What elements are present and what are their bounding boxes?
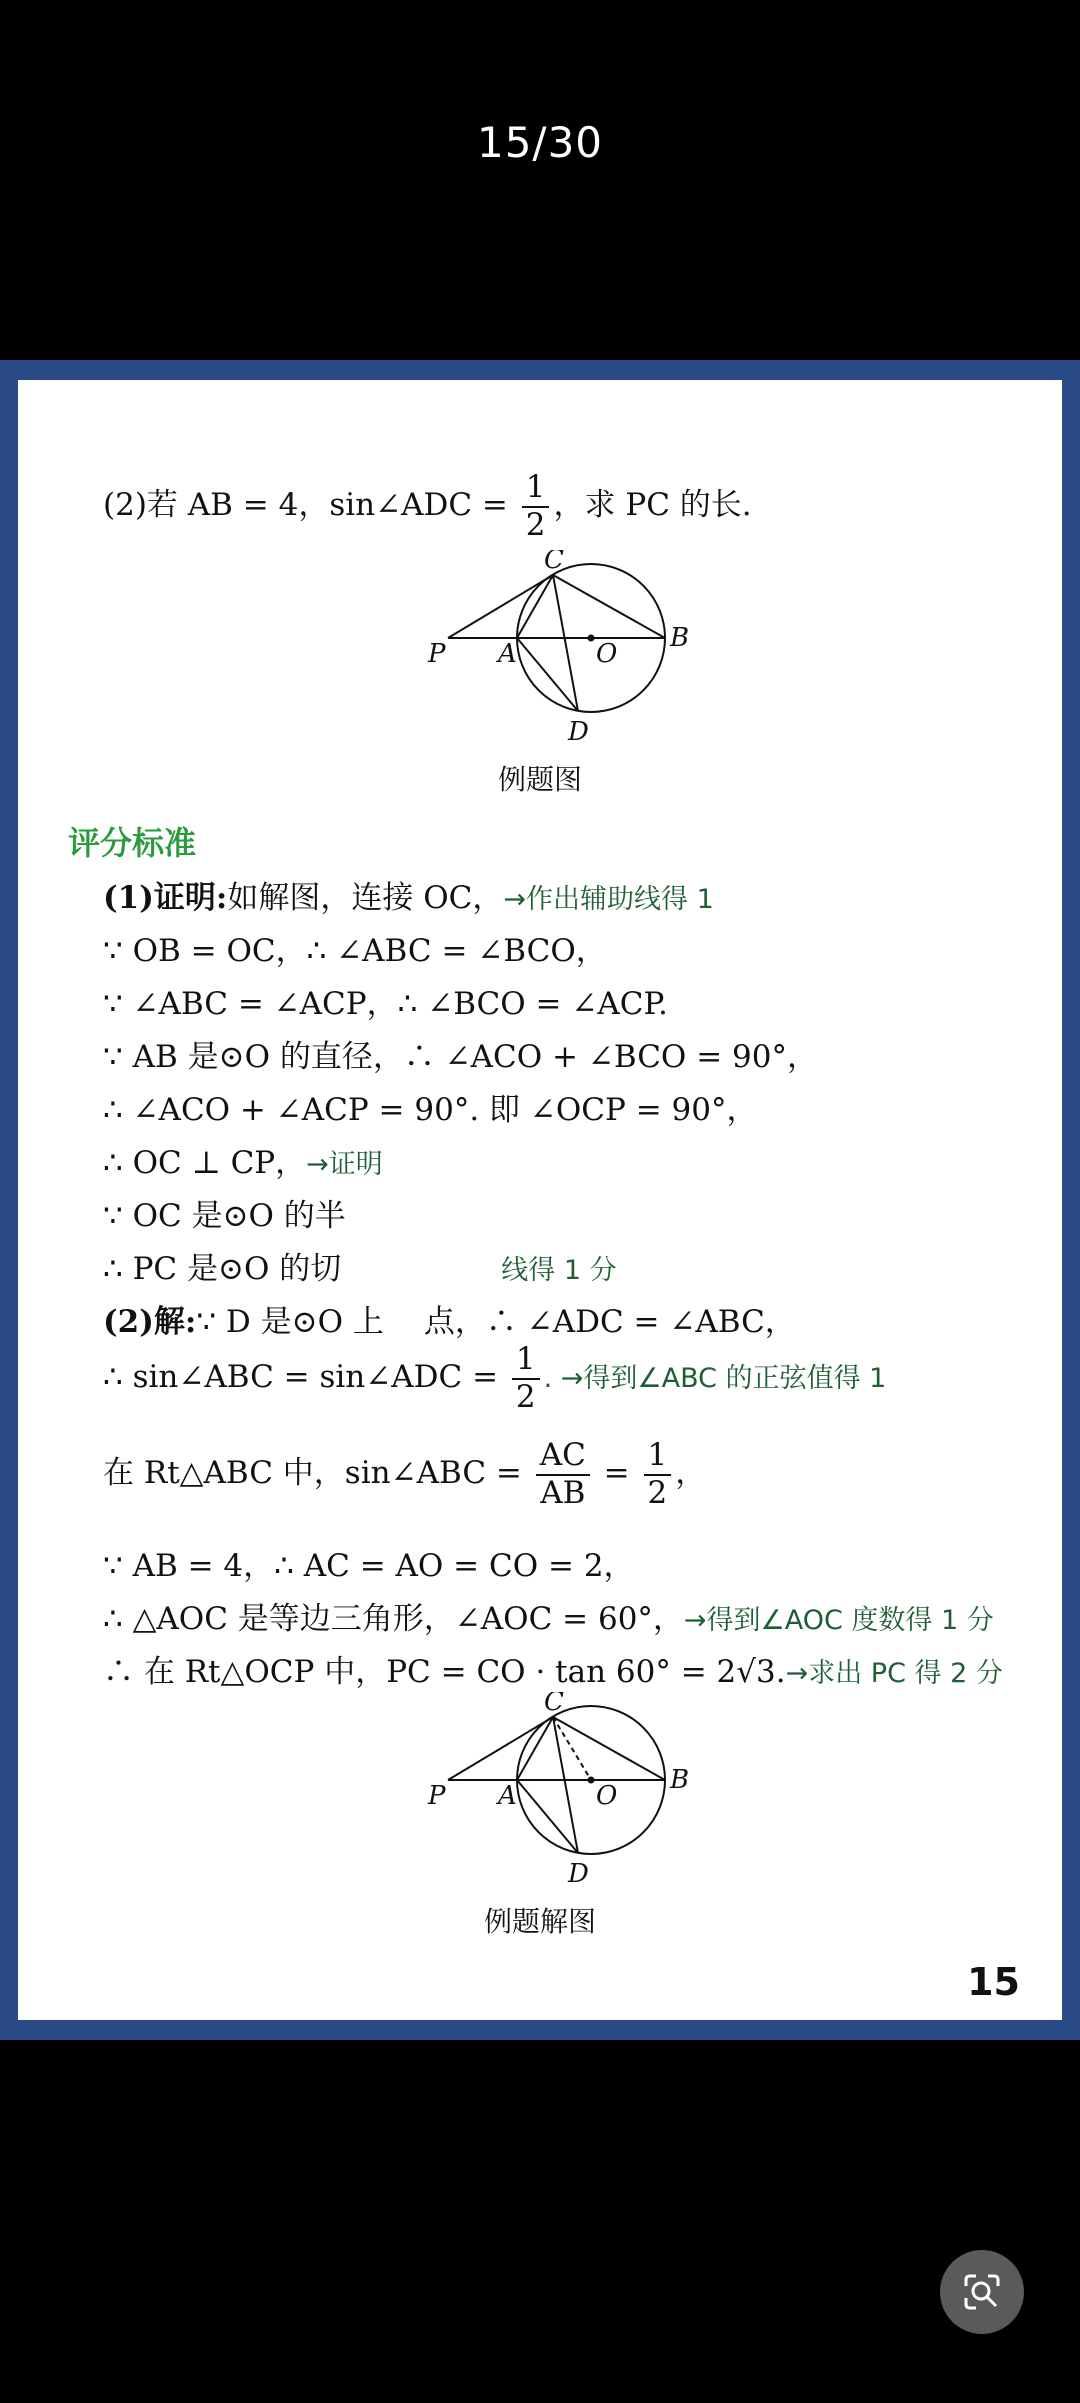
- fraction-numerator: 1: [512, 1342, 540, 1380]
- line-suffix: ，: [675, 1455, 707, 1492]
- score-note: →证明: [306, 1149, 383, 1180]
- fraction-denominator: 2: [647, 1474, 668, 1511]
- fraction-denominator: 2: [525, 506, 546, 543]
- segment-pc: [448, 1717, 553, 1780]
- label-p: P: [428, 639, 446, 669]
- question-prefix: (2)若 AB = 4，sin∠ADC =: [103, 487, 518, 524]
- equals-sign: =: [593, 1455, 640, 1492]
- line-text: ∵ D 是⊙O 上: [196, 1304, 384, 1340]
- scoring-line-2: ∵ OB = OC，∴ ∠ABC = ∠BCO，: [103, 933, 607, 969]
- score-note: →求出 PC 得 2 分: [785, 1658, 1003, 1689]
- label-c: C: [544, 1692, 564, 1717]
- scoring-line-3: ∵ ∠ABC = ∠ACP，∴ ∠BCO = ∠ACP.: [103, 986, 668, 1022]
- label-p: P: [428, 1781, 446, 1811]
- scoring-line-8: [103, 1243, 617, 1288]
- label-o: O: [596, 1781, 618, 1811]
- line-text: 在 Rt△ABC 中，sin∠ABC =: [103, 1455, 532, 1492]
- scoring-line-9: [103, 1296, 796, 1341]
- label-a: A: [498, 1781, 517, 1811]
- proof-label: (1)证明:: [103, 880, 228, 916]
- question-suffix: ，求 PC 的长.: [553, 487, 752, 524]
- fraction-numerator: 1: [644, 1438, 672, 1476]
- score-note: 线得 1 分: [501, 1255, 617, 1286]
- scoring-line-5: ∴ ∠ACO + ∠ACP = 90°. 即 ∠OCP = 90°，: [103, 1092, 758, 1128]
- center-point: [588, 635, 595, 642]
- line-text: ∴ △AOC 是等边三角形，∠AOC = 60°，: [103, 1601, 684, 1637]
- label-b: B: [670, 623, 690, 653]
- fraction: [644, 1438, 672, 1511]
- page-counter: 15/30: [476, 118, 604, 167]
- fraction: [536, 1438, 590, 1511]
- label-b: B: [670, 1765, 690, 1795]
- scoring-line-6: [103, 1137, 383, 1182]
- page-number: 15: [967, 1960, 1020, 2004]
- scoring-line-12: ∵ AB = 4，∴ AC = AO = CO = 2，: [103, 1548, 635, 1584]
- center-point: [588, 1777, 595, 1784]
- solution-figure-caption: 例题解图: [483, 1905, 596, 1938]
- scoring-line-1: [103, 872, 714, 917]
- fraction-denominator: AB: [540, 1474, 586, 1511]
- segment-pc: [448, 575, 553, 638]
- scoring-line-7: ∵ OC 是⊙O 的半: [103, 1198, 346, 1234]
- line-text: ∴ sin∠ABC = sin∠ADC =: [103, 1359, 508, 1396]
- label-a: A: [498, 639, 517, 669]
- figure-caption: 例题图: [497, 763, 582, 796]
- document-page[interactable]: [18, 380, 1062, 2020]
- question-fraction: [522, 470, 550, 543]
- label-d: D: [568, 717, 589, 747]
- line-text: ∴ 在 Rt△OCP 中，PC = CO · tan 60° = 2√3.: [103, 1654, 786, 1690]
- solution-figure: [418, 1692, 718, 1892]
- segment-cd: [553, 575, 578, 711]
- scoring-line-11: [103, 1438, 706, 1511]
- segment-cb: [553, 1717, 665, 1780]
- fraction-denominator: 2: [515, 1378, 536, 1415]
- line-text: ∴ OC ⊥ CP，: [103, 1145, 307, 1181]
- fraction-numerator: AC: [536, 1438, 590, 1476]
- segment-ca: [517, 1717, 553, 1780]
- scoring-line-14: [103, 1646, 1003, 1691]
- fraction: [512, 1342, 540, 1415]
- scoring-line-13: [103, 1593, 994, 1638]
- score-note: →得到∠AOC 度数得 1 分: [683, 1605, 994, 1636]
- score-note: →作出辅助线得 1: [503, 884, 714, 915]
- score-note: . →得到∠ABC 的正弦值得 1: [543, 1363, 887, 1395]
- scoring-line-4: ∵ AB 是⊙O 的直径，∴ ∠ACO + ∠BCO = 90°，: [103, 1039, 818, 1075]
- question-part2: [103, 470, 752, 543]
- scan-search-icon: [940, 2250, 1024, 2334]
- proof-text: 如解图，连接 OC，: [227, 880, 504, 916]
- label-d: D: [568, 1859, 589, 1889]
- scoring-heading: 评分标准: [68, 824, 197, 862]
- label-c: C: [544, 550, 564, 575]
- line-text: ∴ PC 是⊙O 的切: [103, 1251, 342, 1287]
- scoring-line-10: [103, 1342, 886, 1415]
- segment-ca: [517, 575, 553, 638]
- line-text-tail: 点，∴ ∠ADC = ∠ABC，: [423, 1304, 796, 1340]
- image-search-button[interactable]: [940, 2250, 1024, 2334]
- solution-label: (2)解:: [103, 1304, 197, 1340]
- segment-cb: [553, 575, 665, 638]
- label-o: O: [596, 639, 618, 669]
- example-figure: [418, 550, 718, 750]
- fraction-numerator: 1: [522, 470, 550, 508]
- segment-cd: [553, 1717, 578, 1853]
